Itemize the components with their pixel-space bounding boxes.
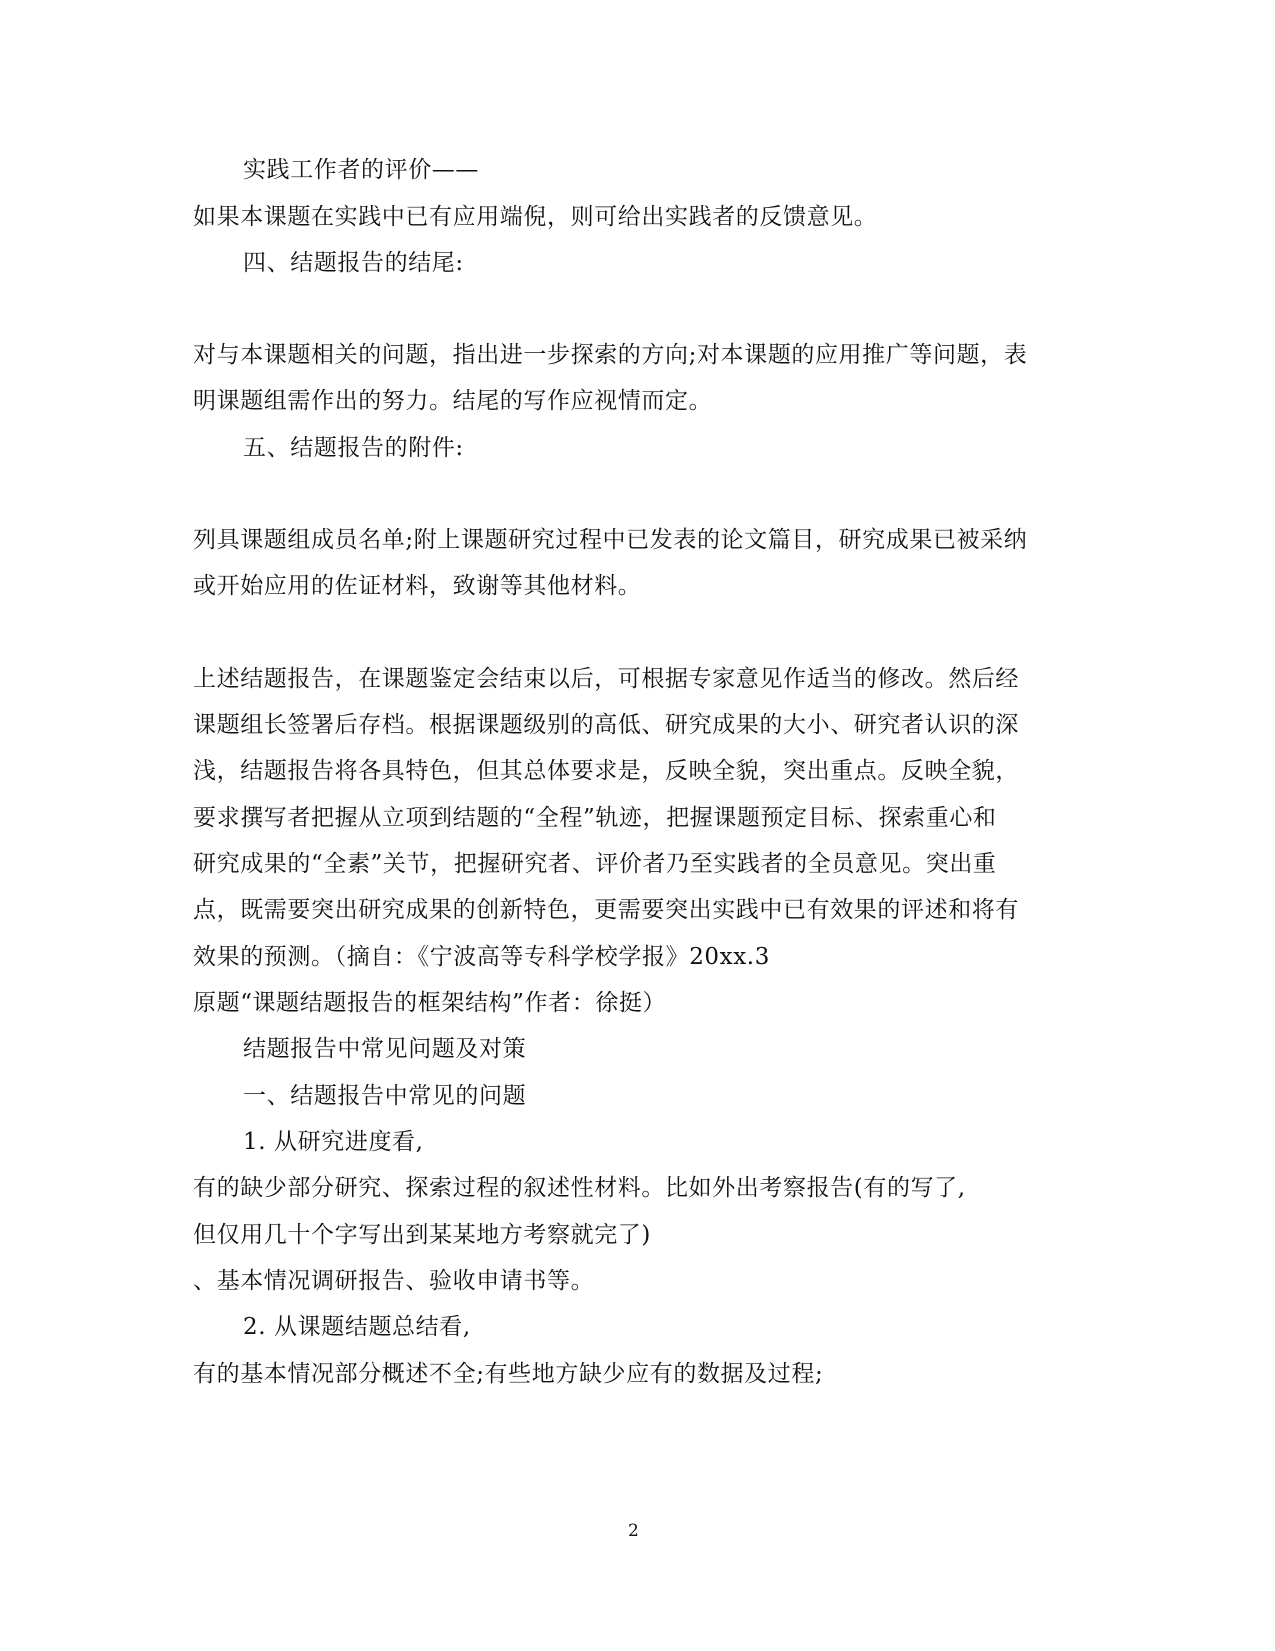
text-line: 实践工作者的评价—— <box>243 157 479 183</box>
text-line: 列具课题组成员名单;附上课题研究过程中已发表的论文篇目，研究成果已被采纳 <box>193 527 1028 553</box>
text-line: 或开始应用的佐证材料，致谢等其他材料。 <box>193 573 642 599</box>
list-item-heading: 2. 从课题结题总结看, <box>243 1314 471 1340</box>
text-line: 要求撰写者把握从立项到结题的“全程”轨迹，把握课题预定目标、探索重心和 <box>193 805 997 831</box>
text-line: 对与本课题相关的问题，指出进一步探索的方向;对本课题的应用推广等问题，表 <box>193 342 1028 368</box>
section-heading: 结题报告中常见问题及对策 <box>243 1036 527 1062</box>
text-line: 浅，结题报告将各具特色，但其总体要求是，反映全貌，突出重点。反映全貌， <box>193 758 1019 784</box>
text-line: 、基本情况调研报告、验收申请书等。 <box>193 1268 595 1294</box>
section-heading: 五、结题报告的附件: <box>243 435 464 461</box>
text-line: 有的缺少部分研究、探索过程的叙述性材料。比如外出考察报告(有的写了, <box>193 1175 966 1201</box>
list-item-heading: 1. 从研究进度看, <box>243 1129 424 1155</box>
text-line: 如果本课题在实践中已有应用端倪，则可给出实践者的反馈意见。 <box>193 204 878 230</box>
section-heading: 一、结题报告中常见的问题 <box>243 1083 527 1109</box>
text-line: 但仅用几十个字写出到某某地方考察就完了) <box>193 1222 651 1248</box>
text-line: 效果的预测。（摘自：《宁波高等专科学校学报》20xx.3 <box>193 944 770 970</box>
text-line: 研究成果的“全素”关节，把握研究者、评价者乃至实践者的全员意见。突出重 <box>193 851 997 877</box>
page-number: 2 <box>628 1521 639 1541</box>
text-line: 点，既需要突出研究成果的创新特色，更需要突出实践中已有效果的评述和将有 <box>193 897 1019 923</box>
section-heading: 四、结题报告的结尾: <box>243 250 464 276</box>
text-line: 明课题组需作出的努力。结尾的写作应视情而定。 <box>193 388 713 414</box>
text-line: 课题组长签署后存档。根据课题级别的高低、研究成果的大小、研究者认识的深 <box>193 712 1019 738</box>
text-line: 有的基本情况部分概述不全;有些地方缺少应有的数据及过程; <box>193 1361 824 1387</box>
text-line: 上述结题报告，在课题鉴定会结束以后，可根据专家意见作适当的修改。然后经 <box>193 666 1019 692</box>
text-line: 原题“课题结题报告的框架结构”作者：徐挺） <box>193 990 667 1016</box>
